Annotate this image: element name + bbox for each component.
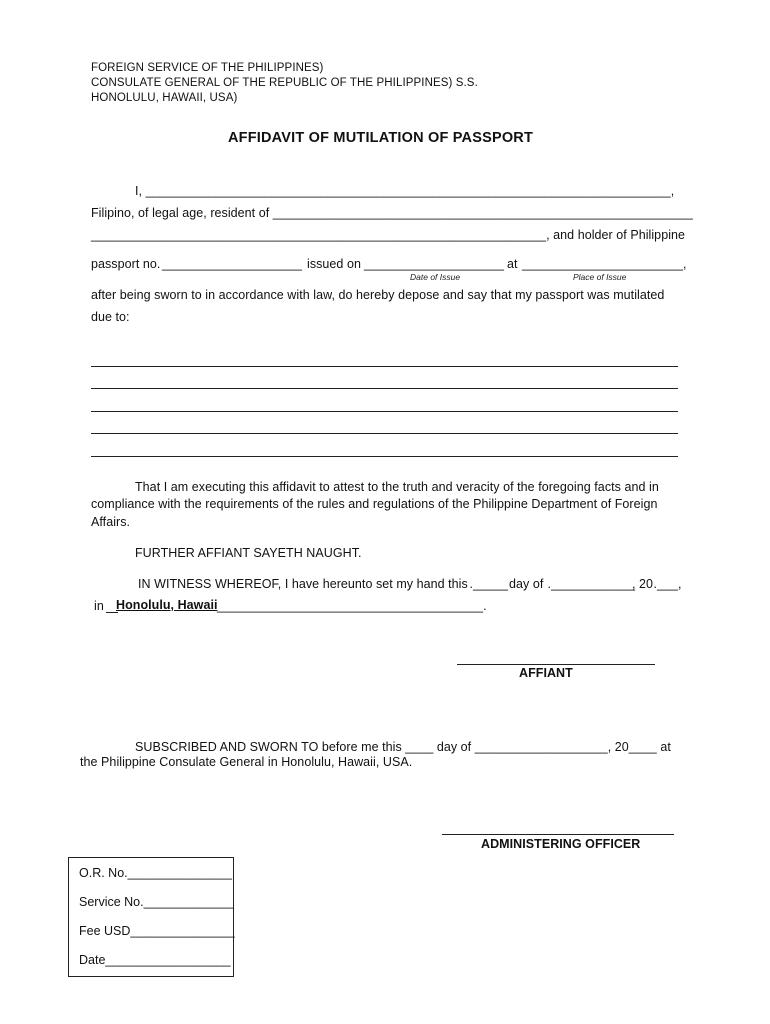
- date-of-issue-field[interactable]: ____________________: [364, 257, 505, 271]
- passport-no-label: passport no.: [91, 257, 161, 271]
- statement-line-2: compliance with the requirements of the rules and regulations of the Philippine Department of Foreign: [91, 497, 658, 511]
- statement-line-1: That I am executing this affidavit to attest to the truth and veracity of the foregoing facts and in: [135, 480, 659, 494]
- day-of-label: day of: [509, 577, 544, 591]
- administering-officer-label: ADMINISTERING OFFICER: [481, 837, 641, 851]
- reason-line[interactable]: [91, 433, 678, 434]
- place-field-tail[interactable]: ______________________________________.: [217, 599, 487, 613]
- affiant-signature-line[interactable]: [457, 664, 655, 665]
- document-title: AFFIDAVIT OF MUTILATION OF PASSPORT: [228, 130, 534, 146]
- reason-line[interactable]: [91, 411, 678, 412]
- further-affiant-text: FURTHER AFFIANT SAYETH NAUGHT.: [135, 546, 362, 560]
- place-of-issue-field[interactable]: _______________________,: [522, 257, 687, 271]
- year-prefix: , 20: [632, 577, 654, 591]
- subscribed-line-1[interactable]: SUBSCRIBED AND SWORN TO before me this ____ day of ___________________, 20____ at: [135, 740, 671, 754]
- reason-line[interactable]: [91, 388, 678, 389]
- passport-no-field[interactable]: ____________________: [162, 257, 303, 271]
- sworn-statement-line: after being sworn to in accordance with law, do hereby depose and say that my passport was mutilated: [91, 288, 665, 302]
- subscribed-line-2: the Philippine Consulate General in Honolulu, Hawaii, USA.: [80, 755, 413, 769]
- place-field[interactable]: Honolulu, Hawaii: [116, 598, 218, 612]
- affiant-label: AFFIANT: [519, 666, 573, 680]
- residence-line[interactable]: Filipino, of legal age, resident of ____________________________________________________________: [91, 206, 693, 220]
- date-field[interactable]: Date__________________: [79, 953, 231, 967]
- date-of-issue-caption: Date of Issue: [410, 272, 461, 282]
- service-no-field[interactable]: Service No._____________: [79, 895, 234, 909]
- reason-line[interactable]: [91, 456, 678, 457]
- receipt-box: [68, 857, 234, 977]
- statement-line-3: Affairs.: [91, 515, 131, 529]
- place-of-issue-caption: Place of Issue: [573, 272, 627, 282]
- witness-year-field[interactable]: .___,: [650, 577, 682, 591]
- header-line-3: HONOLULU, HAWAII, USA): [91, 92, 238, 104]
- due-to-label: due to:: [91, 310, 130, 324]
- at-label: at: [507, 257, 518, 271]
- witness-month-field[interactable]: .____________: [544, 577, 636, 591]
- witness-text: IN WITNESS WHEREOF, I have hereunto set my hand this: [138, 577, 468, 591]
- fee-field[interactable]: Fee USD_______________: [79, 924, 235, 938]
- header-line-2: CONSULATE GENERAL OF THE REPUBLIC OF THE PHILIPPINES) S.S.: [91, 77, 478, 89]
- officer-signature-line[interactable]: [442, 834, 674, 835]
- witness-day-field[interactable]: ._____: [466, 577, 509, 591]
- in-label: in: [94, 599, 104, 613]
- header-line-1: FOREIGN SERVICE OF THE PHILIPPINES): [91, 62, 324, 74]
- issued-on-label: issued on: [307, 257, 361, 271]
- reason-line[interactable]: [91, 366, 678, 367]
- or-no-field[interactable]: O.R. No._______________: [79, 866, 232, 880]
- residence-continuation-line[interactable]: _________________________________________________________________, and holder of Philippine: [91, 228, 686, 242]
- place-underline-lead: [106, 612, 118, 613]
- affiant-name-line[interactable]: I, ___________________________________________________________________________,: [135, 184, 675, 198]
